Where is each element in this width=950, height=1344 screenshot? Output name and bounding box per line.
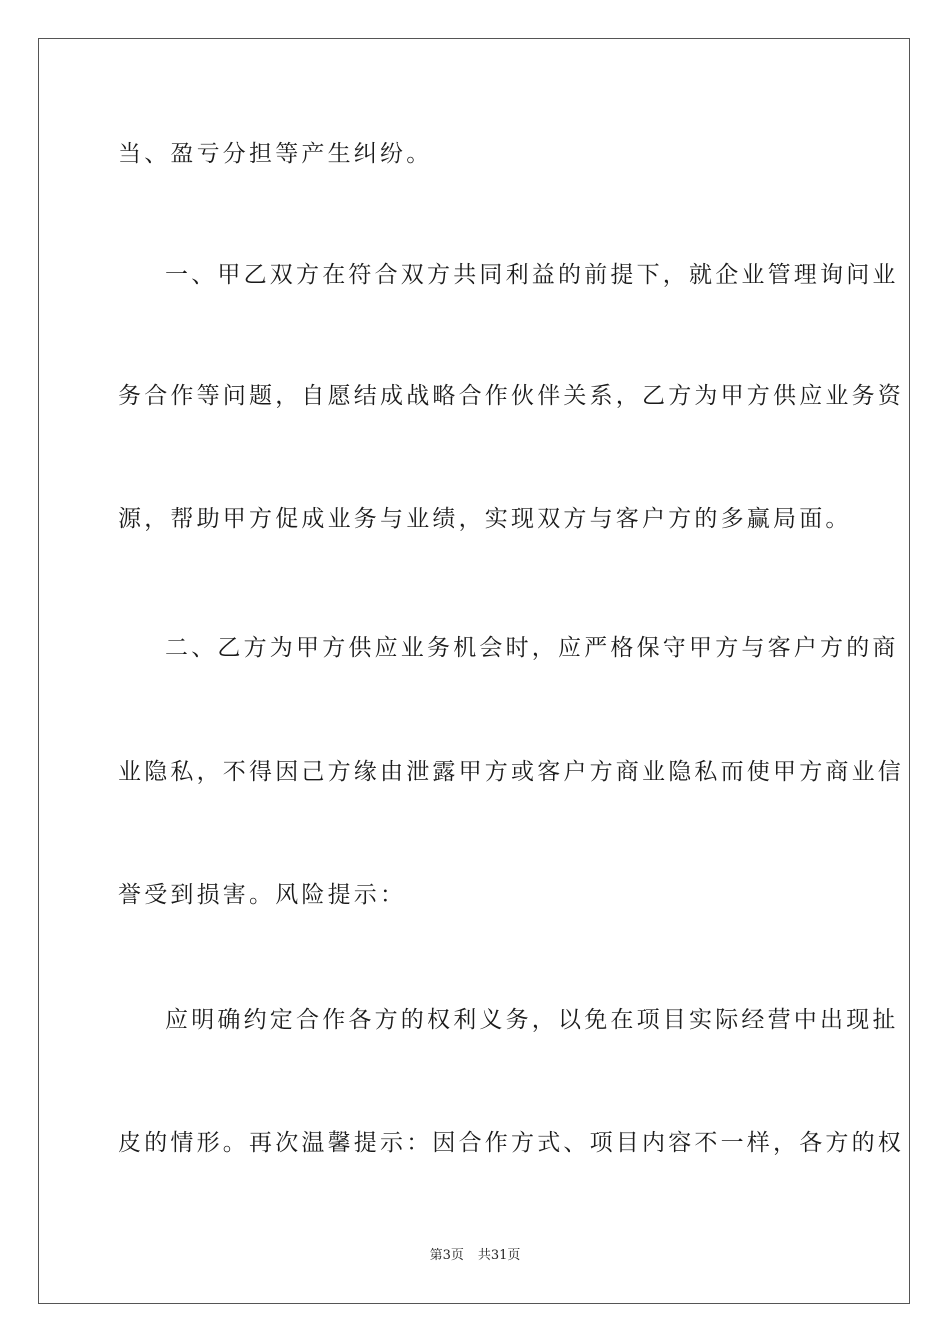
total-pages: 共31页 [477, 1248, 521, 1263]
page-border [38, 38, 910, 1304]
paragraph-three-line: 应明确约定合作各方的权利义务，以免在项目实际经营中出现扯 [165, 1007, 899, 1033]
page-footer [0, 1247, 950, 1265]
paragraph-two-line: 二、乙方为甲方供应业务机会时，应严格保守甲方与客户方的商 [165, 635, 899, 661]
body-text-line: 皮的情形。再次温馨提示：因合作方式、项目内容不一样，各方的权 [118, 1130, 904, 1156]
body-text-line: 源，帮助甲方促成业务与业绩，实现双方与客户方的多赢局面。 [118, 506, 852, 532]
body-text-line: 务合作等问题，自愿结成战略合作伙伴关系，乙方为甲方供应业务资 [118, 383, 904, 409]
body-text-line: 当、盈亏分担等产生纠纷。 [118, 141, 433, 167]
body-text-line: 誉受到损害。风险提示： [118, 882, 407, 908]
body-text-line: 业隐私，不得因己方缘由泄露甲方或客户方商业隐私而使甲方商业信 [118, 759, 904, 785]
page-number: 第3页 [429, 1248, 464, 1263]
paragraph-one-line: 一、甲乙双方在符合双方共同利益的前提下，就企业管理询问业 [165, 262, 899, 288]
